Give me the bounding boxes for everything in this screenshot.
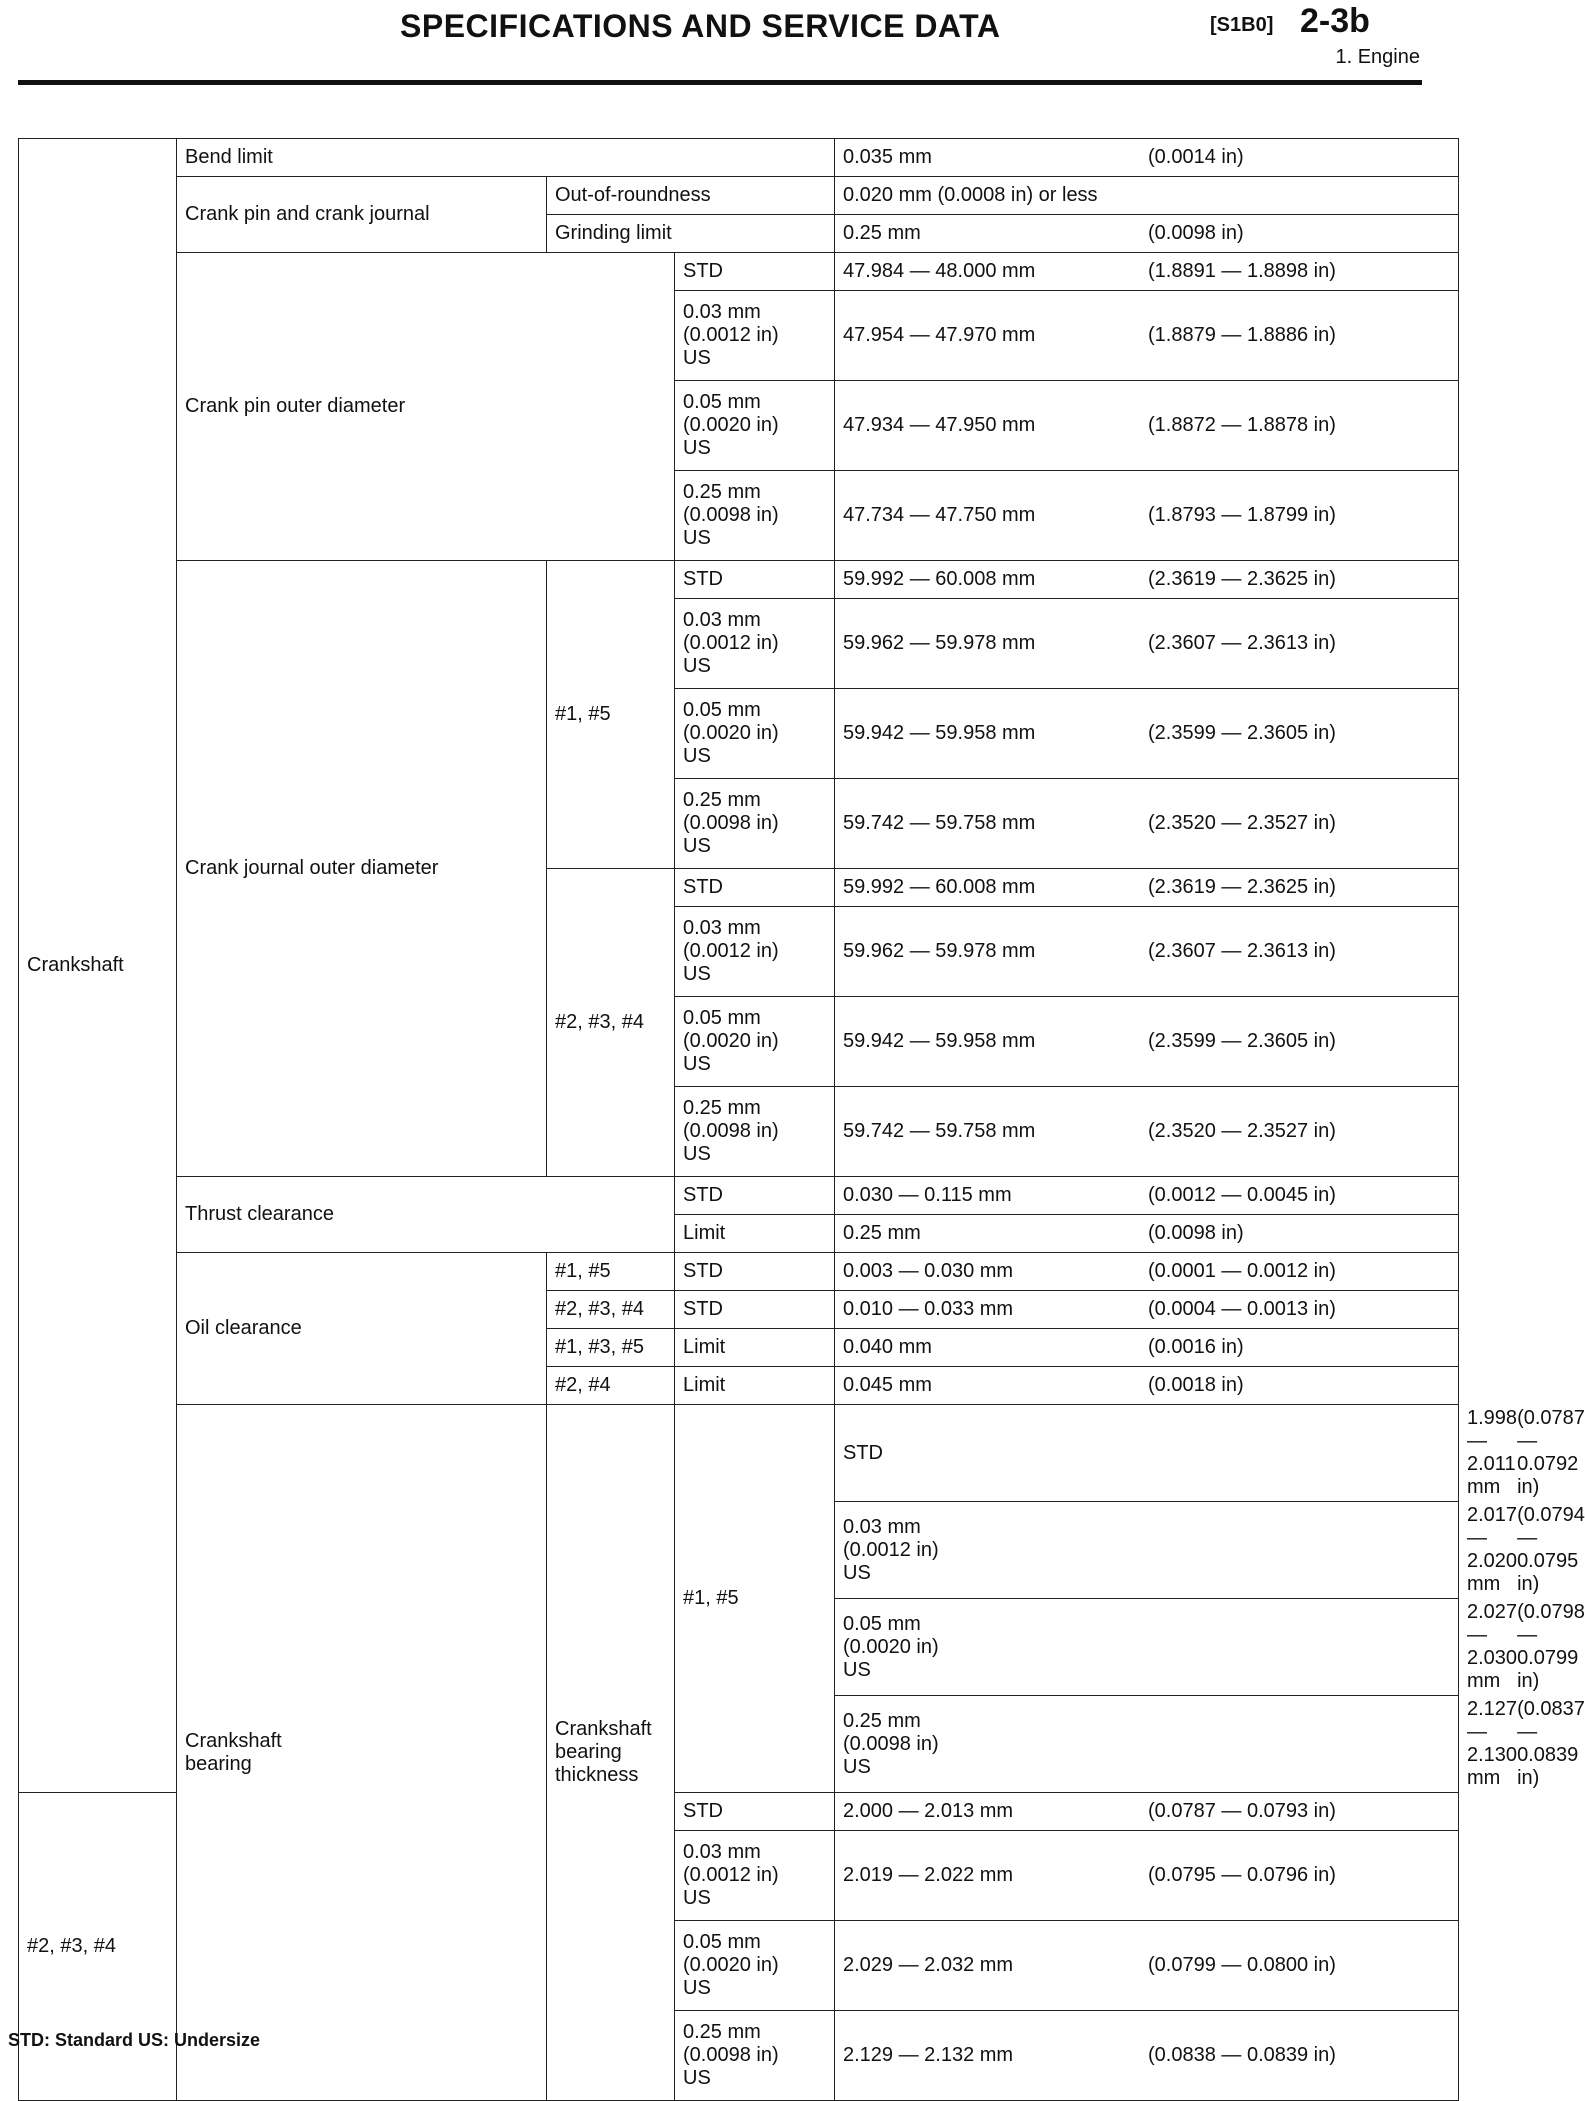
table-row	[19, 561, 1459, 599]
value-mm: 2.027 — 2.030 mm	[1467, 1601, 1518, 1692]
size-label: 0.05 mm (0.0020 in) US	[835, 1599, 1459, 1696]
section-code: [S1B0]	[1210, 14, 1274, 36]
size-label: 0.03 mm (0.0012 in) US	[675, 599, 835, 689]
value-cell	[835, 779, 1459, 869]
size-label: 0.03 mm (0.0012 in) US	[675, 907, 835, 997]
value-in: (0.0837 — 0.0839 in)	[1517, 1698, 1585, 1789]
size-label: STD	[675, 561, 835, 599]
table-row	[19, 1177, 1459, 1215]
item-label: Oil clearance	[177, 1253, 547, 1405]
value-in: (0.0004 — 0.0013 in)	[1148, 1298, 1336, 1320]
item-label: Thrust clearance	[177, 1177, 675, 1253]
size-label: STD	[675, 1177, 835, 1215]
value-cell	[835, 1793, 1459, 1831]
value-mm: 2.029 — 2.032 mm	[843, 1954, 1014, 1976]
value-mm: 59.742 — 59.758 mm	[843, 1120, 1036, 1142]
size-label: STD	[675, 1291, 835, 1329]
size-label: Limit	[675, 1215, 835, 1253]
value-cell	[835, 1367, 1459, 1405]
size-label: 0.25 mm (0.0098 in) US	[675, 2011, 835, 2101]
sub-label: Out-of-roundness	[547, 177, 835, 215]
value-in: (1.8793 — 1.8799 in)	[1148, 504, 1336, 526]
value-cell	[835, 215, 1459, 253]
value-mm: 0.25 mm	[843, 222, 921, 244]
value-in: (0.0794 — 0.0795 in)	[1517, 1504, 1585, 1595]
value-mm: 0.040 mm	[843, 1336, 932, 1358]
value-in: (0.0798 — 0.0799 in)	[1517, 1601, 1585, 1692]
value-in: (0.0098 in)	[1148, 1222, 1244, 1244]
table-row	[19, 1253, 1459, 1291]
value-mm: 2.127 — 2.130 mm	[1467, 1698, 1518, 1789]
value-cell	[835, 381, 1459, 471]
value-mm: 0.045 mm	[843, 1374, 932, 1396]
value-cell	[835, 1087, 1459, 1177]
item-label: Crank pin and crank journal	[177, 177, 547, 253]
value-cell	[835, 1921, 1459, 2011]
category-crankshaft-bearing: Crankshaft bearing	[177, 1405, 547, 2101]
value-mm: 2.129 — 2.132 mm	[843, 2044, 1014, 2066]
size-label: 0.25 mm (0.0098 in) US	[675, 471, 835, 561]
value-mm: 0.035 mm	[843, 146, 932, 168]
value-cell	[835, 689, 1459, 779]
value-in: (2.3599 — 2.3605 in)	[1148, 1030, 1336, 1052]
value-mm: 59.962 — 59.978 mm	[843, 940, 1036, 962]
value-in: (2.3619 — 2.3625 in)	[1148, 876, 1336, 898]
value-cell	[835, 253, 1459, 291]
value-cell	[835, 2011, 1459, 2101]
value-mm: 59.992 — 60.008 mm	[843, 568, 1036, 590]
size-label: STD	[675, 1793, 835, 1831]
value-cell	[835, 1329, 1459, 1367]
item-label: Crankshaft bearing thickness	[547, 1405, 675, 2101]
size-label: 0.05 mm (0.0020 in) US	[675, 689, 835, 779]
value-in: (2.3520 — 2.3527 in)	[1148, 1120, 1336, 1142]
group-label: #1, #5	[547, 1253, 675, 1291]
size-label: 0.03 mm (0.0012 in) US	[675, 1831, 835, 1921]
value-in: (2.3607 — 2.3613 in)	[1148, 940, 1336, 962]
value-mm: 1.998 — 2.011 mm	[1467, 1407, 1518, 1498]
value-cell	[835, 1215, 1459, 1253]
value-mm: 0.010 — 0.033 mm	[843, 1298, 1014, 1320]
value-cell	[835, 997, 1459, 1087]
value-cell	[835, 471, 1459, 561]
value-in: (2.3619 — 2.3625 in)	[1148, 568, 1336, 590]
value-in: (0.0799 — 0.0800 in)	[1148, 1954, 1336, 1976]
group-label: #2, #3, #4	[547, 869, 675, 1177]
item-label: Crank pin outer diameter	[177, 253, 675, 561]
value-in: (2.3607 — 2.3613 in)	[1148, 632, 1336, 654]
size-label: 0.25 mm (0.0098 in) US	[675, 779, 835, 869]
value-cell	[835, 1177, 1459, 1215]
size-label: 0.03 mm (0.0012 in) US	[675, 291, 835, 381]
value-mm: 2.019 — 2.022 mm	[843, 1864, 1014, 1886]
value-mm: 59.942 — 59.958 mm	[843, 722, 1036, 744]
value-mm: 0.030 — 0.115 mm	[843, 1184, 1012, 1206]
value-cell	[835, 1291, 1459, 1329]
table-row	[19, 253, 1459, 291]
size-label: STD	[675, 1253, 835, 1291]
size-label: 0.05 mm (0.0020 in) US	[675, 1921, 835, 2011]
value-in: (0.0838 — 0.0839 in)	[1148, 2044, 1336, 2066]
value-mm: 59.742 — 59.758 mm	[843, 812, 1036, 834]
value-cell	[835, 561, 1459, 599]
value-in: (1.8872 — 1.8878 in)	[1148, 414, 1336, 436]
value-in: (0.0018 in)	[1148, 1374, 1244, 1396]
value-in: (0.0001 — 0.0012 in)	[1148, 1260, 1336, 1282]
value-cell	[835, 139, 1459, 177]
value-mm: 0.003 — 0.030 mm	[843, 1260, 1014, 1282]
value-in: (0.0014 in)	[1148, 146, 1244, 168]
size-label: 0.03 mm (0.0012 in) US	[835, 1502, 1459, 1599]
size-label: STD	[675, 253, 835, 291]
value-in: (0.0016 in)	[1148, 1336, 1244, 1358]
value-cell	[835, 1253, 1459, 1291]
value-mm: 0.25 mm	[843, 1222, 921, 1244]
group-label: #2, #4	[547, 1367, 675, 1405]
size-label: STD	[835, 1405, 1459, 1502]
page-title: SPECIFICATIONS AND SERVICE DATA	[400, 8, 1001, 44]
value-cell	[835, 291, 1459, 381]
value-in: (0.0098 in)	[1148, 222, 1244, 244]
size-label: 0.25 mm (0.0098 in) US	[675, 1087, 835, 1177]
size-label: 0.25 mm (0.0098 in) US	[835, 1696, 1459, 1793]
size-label: Limit	[675, 1367, 835, 1405]
size-label: 0.05 mm (0.0020 in) US	[675, 997, 835, 1087]
value-mm: 47.954 — 47.970 mm	[843, 324, 1036, 346]
value-mm: 2.017 — 2.020 mm	[1467, 1504, 1518, 1595]
category-crankshaft: Crankshaft	[19, 139, 177, 1793]
group-label: #2, #3, #4	[547, 1291, 675, 1329]
table-row	[19, 139, 1459, 177]
value-cell	[835, 1831, 1459, 1921]
value-mm: 59.962 — 59.978 mm	[843, 632, 1036, 654]
header-rule	[18, 80, 1422, 85]
item-label: Bend limit	[177, 139, 835, 177]
group-label: #1, #3, #5	[547, 1329, 675, 1367]
sub-label: Grinding limit	[547, 215, 835, 253]
value-mm: 47.934 — 47.950 mm	[843, 414, 1036, 436]
value-mm: 2.000 — 2.013 mm	[843, 1800, 1014, 1822]
size-label: Limit	[675, 1329, 835, 1367]
section-subtitle: 1. Engine	[1335, 46, 1420, 68]
value-in: (1.8891 — 1.8898 in)	[1148, 260, 1336, 282]
value-cell	[835, 907, 1459, 997]
value-in: (0.0787 — 0.0793 in)	[1148, 1800, 1336, 1822]
item-label: Crank journal outer diameter	[177, 561, 547, 1177]
group-label: #2, #3, #4	[19, 1793, 177, 2101]
table-row	[19, 1405, 1459, 1502]
table-row	[19, 177, 1459, 215]
page-number: 2-3b	[1300, 2, 1370, 40]
value-in: (0.0012 — 0.0045 in)	[1148, 1184, 1336, 1206]
value-mm: 59.992 — 60.008 mm	[843, 876, 1036, 898]
value-in: (2.3520 — 2.3527 in)	[1148, 812, 1336, 834]
value-cell	[835, 869, 1459, 907]
value-cell: 0.020 mm (0.0008 in) or less	[835, 177, 1459, 215]
value-mm: 47.734 — 47.750 mm	[843, 504, 1036, 526]
group-label: #1, #5	[675, 1405, 835, 1793]
group-label: #1, #5	[547, 561, 675, 869]
footnote: STD: Standard US: Undersize	[8, 2030, 261, 2050]
value-in: (0.0787 — 0.0792 in)	[1517, 1407, 1585, 1498]
value-mm: 47.984 — 48.000 mm	[843, 260, 1036, 282]
value-cell	[835, 599, 1459, 689]
size-label: STD	[675, 869, 835, 907]
value-in: (1.8879 — 1.8886 in)	[1148, 324, 1336, 346]
size-label: 0.05 mm (0.0020 in) US	[675, 381, 835, 471]
value-mm: 59.942 — 59.958 mm	[843, 1030, 1036, 1052]
value-in: (2.3599 — 2.3605 in)	[1148, 722, 1336, 744]
spec-table	[18, 138, 1585, 2101]
value-in: (0.0795 — 0.0796 in)	[1148, 1864, 1336, 1886]
